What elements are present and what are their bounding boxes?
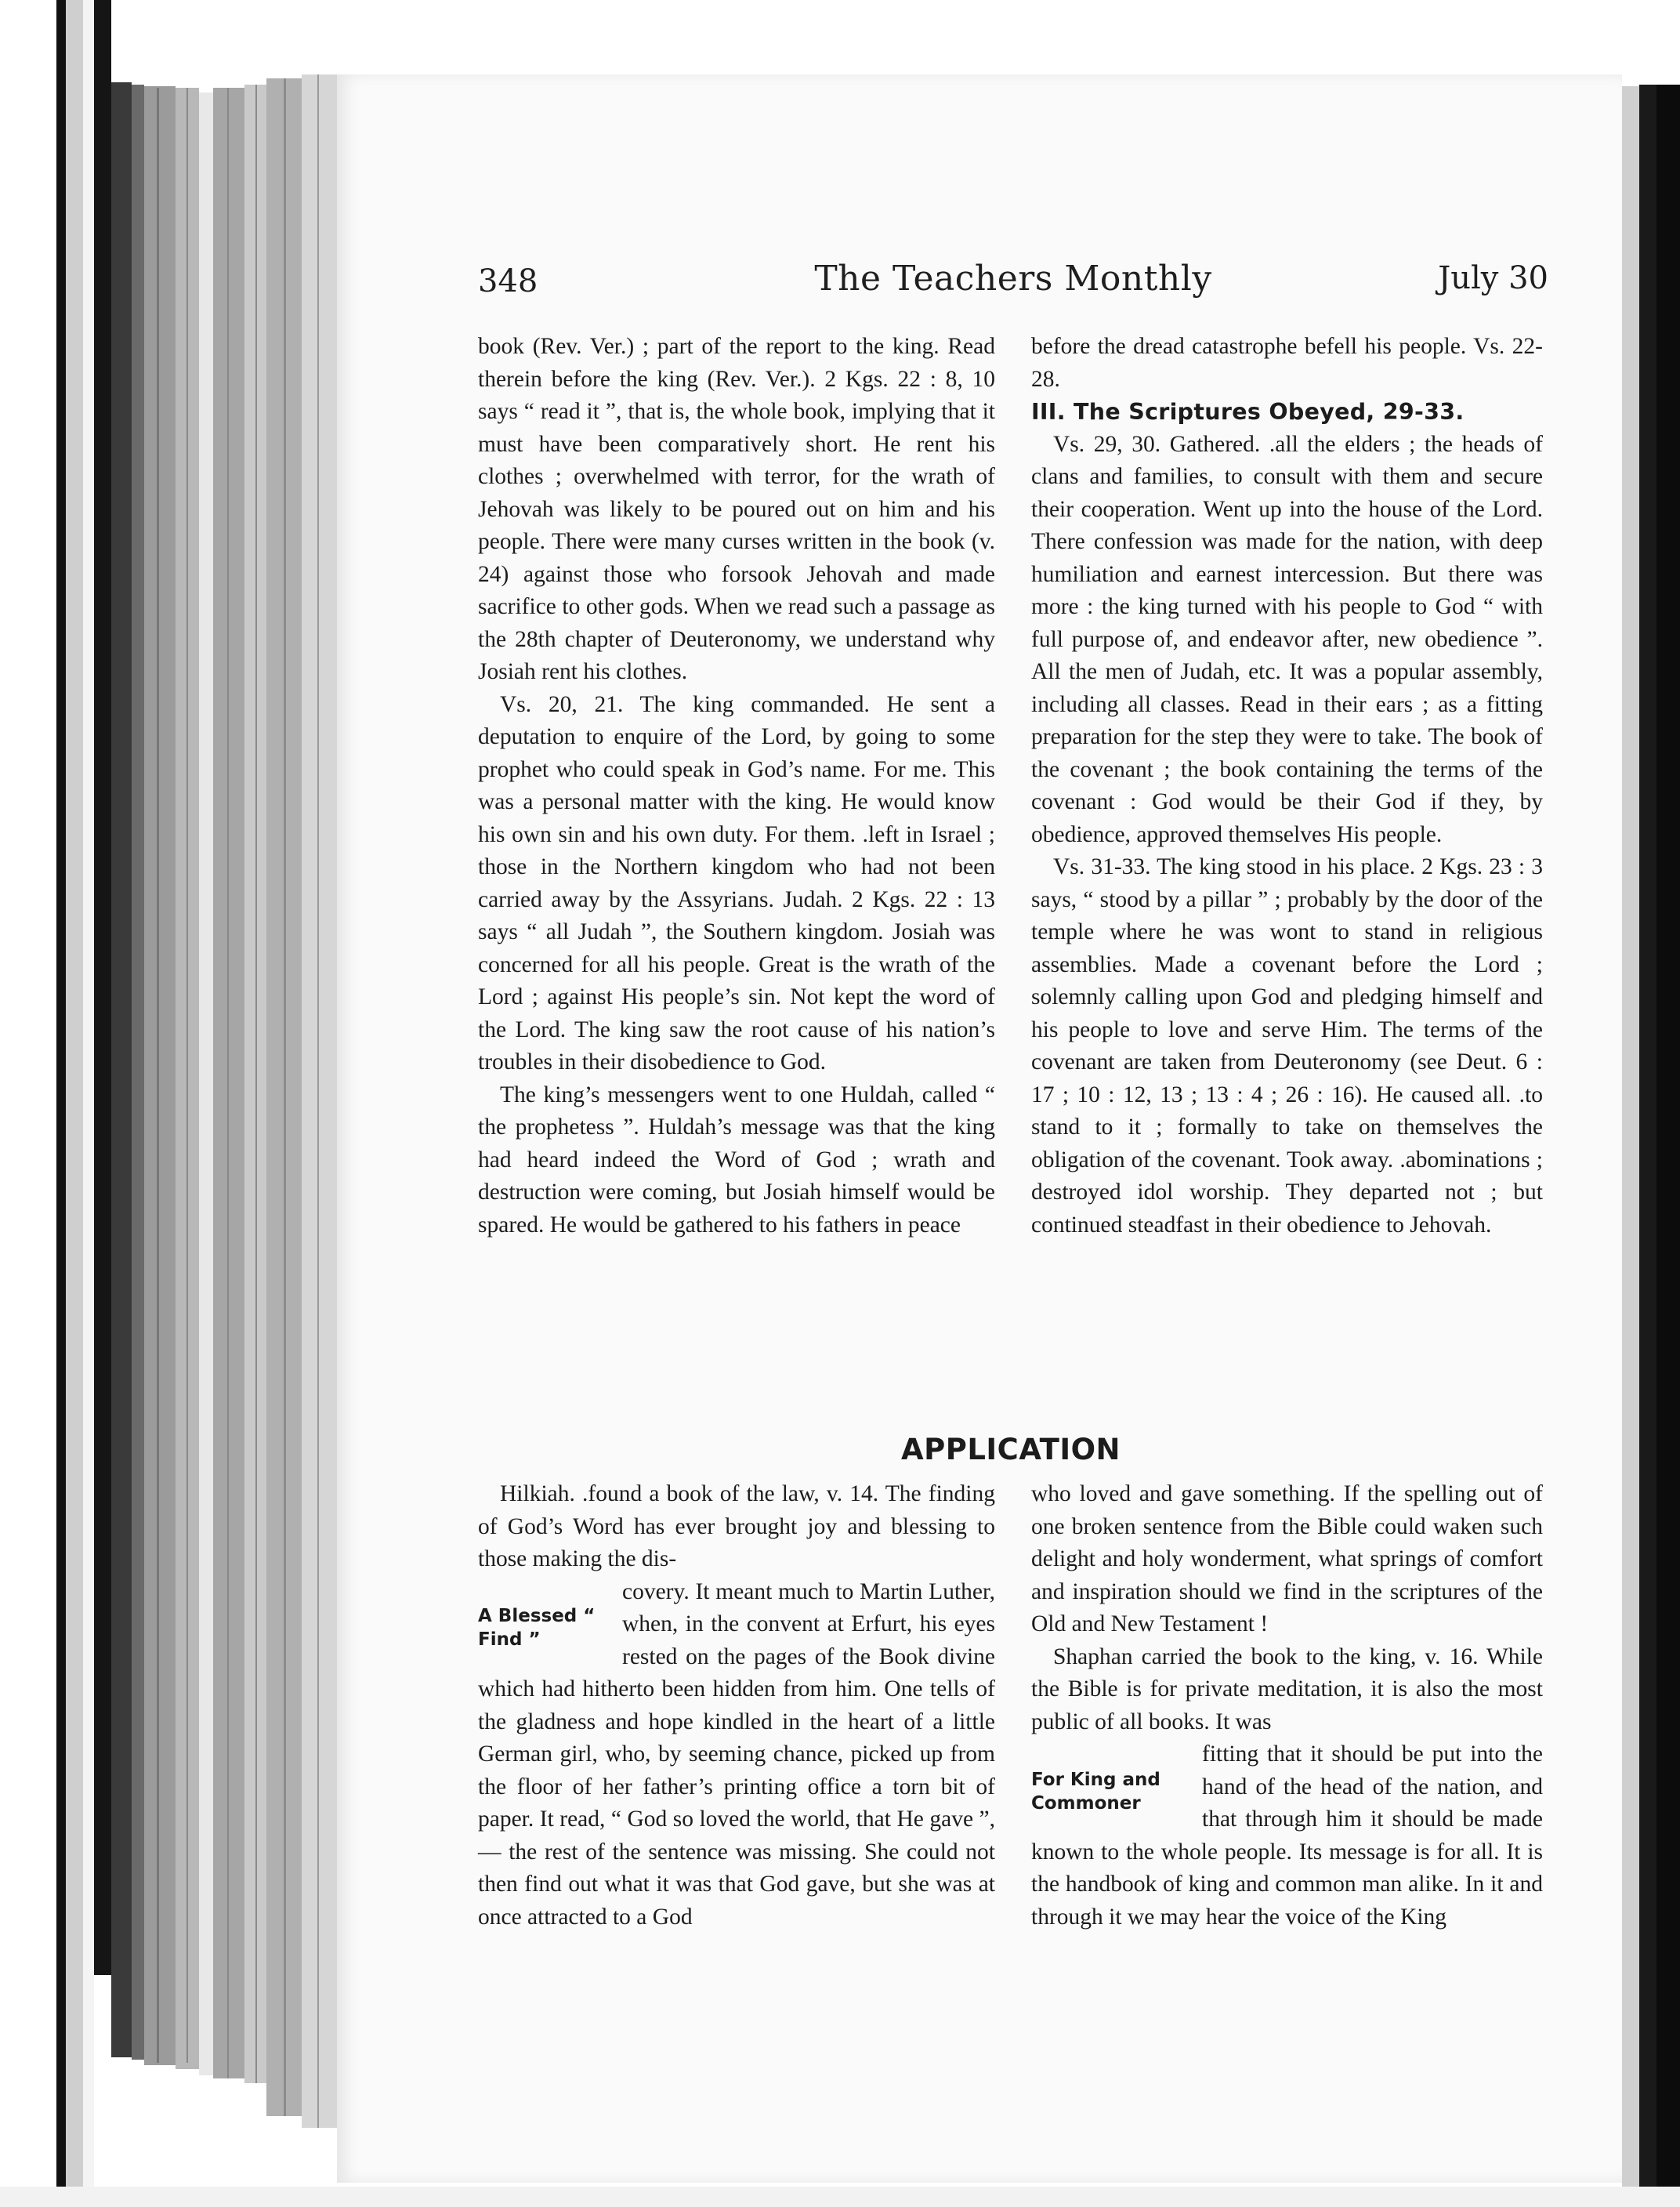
paragraph: Vs. 20, 21. The king commanded. He sent a deputation to enquire of the Lord, by going to some prophet who could speak in God’s name. For me. This was a personal matter with the king. He would know his own sin and his own duty. For them. .left in Israel ; those in the Northern kingdom who had not been carried away by the Assyrians. Judah. 2 Kgs. 22 : 13 says “ all Judah ”, the Southern kingdom. Josiah was concerned for all his people. Great is the wrath of the Lord ; against His people’s sin. Not kept the word of the Lord. The king saw the root cause of his nation’s troubles in their disobedience to God. (478, 691, 995, 1075)
left-column-top (478, 331, 995, 1241)
paragraph-continuation: before the dread catastrophe befell his people. Vs. 22-28. (1031, 334, 1543, 392)
running-title: The Teachers Monthly (814, 259, 1212, 299)
page-number: 348 (478, 263, 538, 299)
paragraph: Shaphan carried the book to the king, v. 16. While the Bible is for private meditation, it is also the most public of all books. It was (1031, 1643, 1543, 1734)
side-heading-blessed-find: A Blessed “ Find ” (478, 1605, 596, 1650)
paragraph: fitting that it should be put into the hand of the head of the nation, and that through him it should be made known to the whole people. Its message is for all. It is the handbook of king and common man alike. In it and through it we may hear the voice of the King (1031, 1741, 1543, 1930)
paragraph: covery. It meant much to Martin Luther, when, in the convent at Erfurt, his eyes rested on the pages of the Book divine which had hitherto been hidden from him. One tells of the gladness and hope kindled in the heart of a little German girl, who, by seeming chance, picked up from the floor of her father’s printing office a torn bit of paper. It read, “ God so loved the world, that He gave ”,— the rest of the sentence was missing. She could not then find out what it was that God gave, but she was at once attracted to a God (478, 1578, 995, 1930)
right-column-top (1031, 331, 1543, 1241)
paragraph: The king’s messengers went to one Huldah, called “ the prophetess ”. Huldah’s message was that the king had heard indeed the Word of God ; wrath and destruction were coming, but Josiah himself would be spared. He would be gathered to his fathers in peace (478, 1082, 995, 1238)
section-heading: III. The Scriptures Obeyed, 29-33. (1031, 399, 1465, 425)
application-heading: APPLICATION (900, 1433, 1121, 1466)
issue-date: July 30 (1438, 260, 1548, 296)
paragraph: book (Rev. Ver.) ; part of the report to the king. Read therein before the king (Rev. Ver.). 2 Kgs. 22 : 8, 10 says “ read it ”, that is, the whole book, implying that it must have been comparatively short. He rent his clothes ; overwhelmed with terror, for the wrath of Jehovah was likely to be poured out on him and his people. There were many curses written in the book (v. 24) against those who forsook Jehovah and made sacrifice to other gods. When we read such a passage as the 28th chapter of Deuteronomy, we understand why Josiah rent his clothes. (478, 334, 995, 684)
left-column-application (478, 1478, 995, 1933)
paragraph: Vs. 29, 30. Gathered. .all the elders ; the heads of clans and families, to consult with them and secure their cooperation. Went up into the house of the Lord. There confession was made for the nation, with deep humiliation and earnest intercession. But there was more : the king turned with his people to God “ with full purpose of, and endeavor after, new obedience ”. All the men of Judah, etc. It was a popular assembly, including all classes. Read in their ears ; as a fitting preparation for the step they were to take. The book of the covenant ; the book containing the terms of the covenant : God would be their God if they, by obedience, approved themselves His people. (1031, 431, 1543, 847)
paragraph: who loved and gave something. If the spelling out of one broken sentence from the Bible could waken such delight and holy wonderment, what springs of comfort and inspiration should we find in the scriptures of the Old and New Testament ! (1031, 1481, 1543, 1636)
page-header (478, 259, 1548, 313)
side-heading-king-commoner: For King and Commoner (1031, 1770, 1160, 1814)
right-column-application (1031, 1478, 1543, 1933)
paragraph: Vs. 31-33. The king stood in his place. 2 Kgs. 23 : 3 says, “ stood by a pillar ” ; probably by the door of the temple where he was wont to stand in religious assemblies. Made a covenant before the Lord ; solemnly calling upon God and pledging himself and his people to love and serve Him. The terms of the covenant are taken from Deuteronomy (see Deut. 6 : 17 ; 10 : 12, 13 ; 13 : 4 ; 26 : 16). He caused all. .to stand to it ; formally to take on themselves the obligation of the covenant. Took away. .abominations ; destroyed idol worship. They departed not ; but continued steadfast in their obedience to Jehovah. (1031, 854, 1543, 1238)
paragraph: Hilkiah. .found a book of the law, v. 14. The finding of God’s Word has ever brought joy and blessing to those making the dis- (478, 1481, 995, 1571)
